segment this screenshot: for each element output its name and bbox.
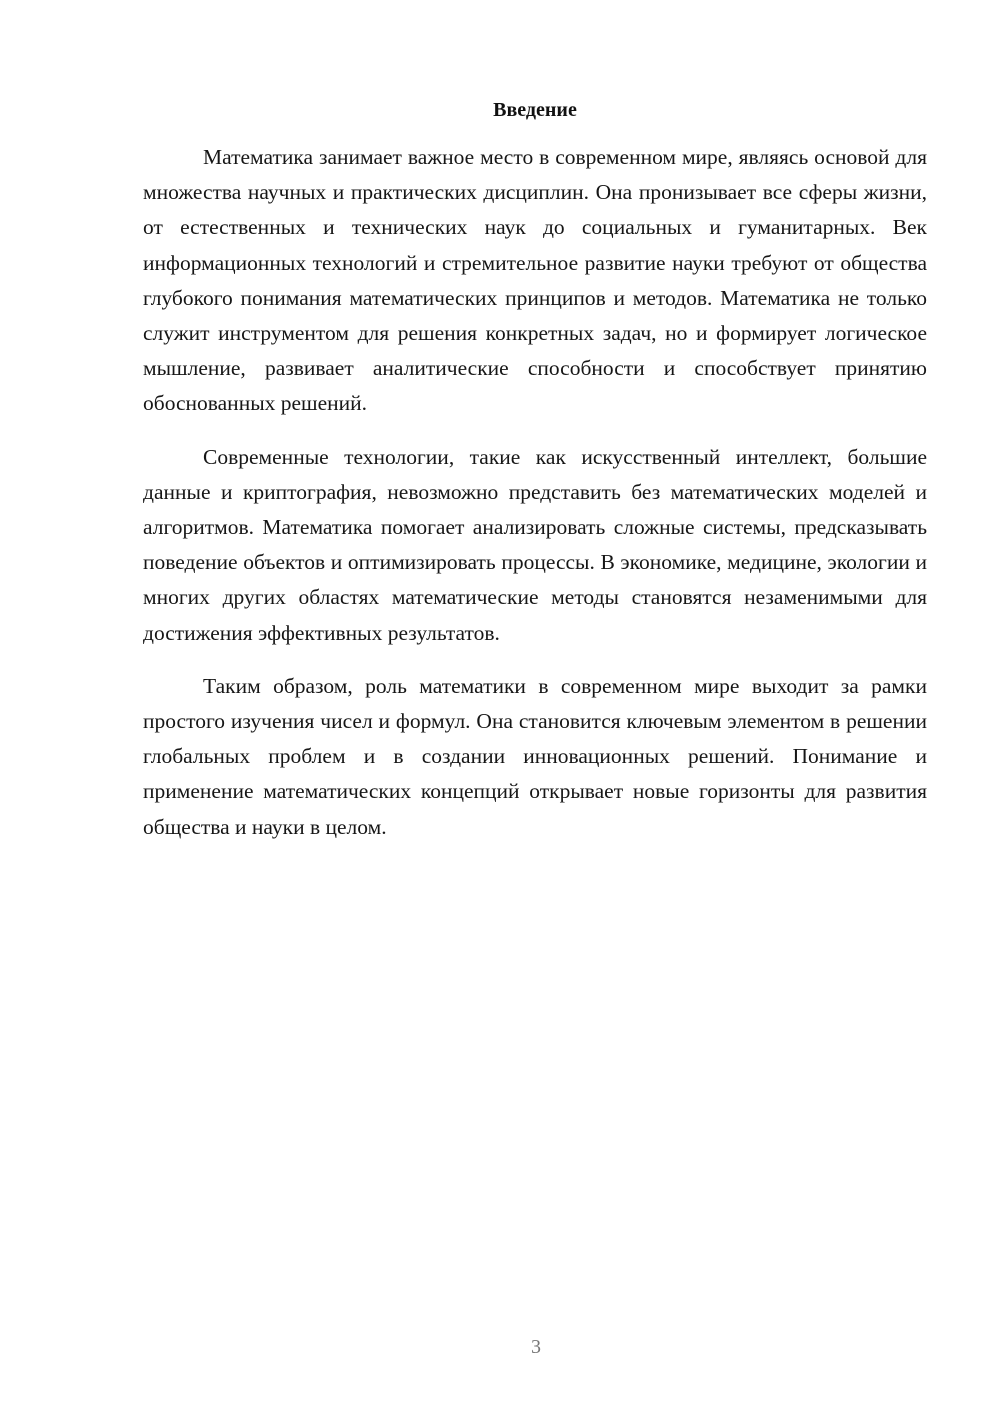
paragraph-3: Таким образом, роль математики в современном мире выходит за рамки простого изучения чисел и формул. Она становится ключевым элементом в решении глобальных проблем и в создании инновационных решений. Понимание и применение математических концепций открывает новые горизонты для развития общества и науки в целом. [143, 673, 927, 839]
document-body [143, 92, 927, 863]
page-number: 3 [531, 1336, 541, 1358]
section-heading: Введение [493, 99, 577, 121]
paragraph-2: Современные технологии, такие как искусственный интеллект, большие данные и криптография, невозможно представить без математических моделей и алгоритмов. Математика помогает анализировать сложные системы, предсказывать поведение объектов и оптимизировать процессы. В экономике, медицине, экологии и многих других областях математические методы становятся незаменимыми для достижения эффективных результатов. [143, 444, 927, 645]
paragraph-1: Математика занимает важное место в современном мире, являясь основой для множества научных и практических дисциплин. Она пронизывает все сферы жизни, от естественных и технических наук до социальных и гуманитарных. Век информационных технологий и стремительное развитие науки требуют от общества глубокого понимания математических принципов и методов. Математика не только служит инструментом для решения конкретных задач, но и формирует логическое мышление, развивает аналитические способности и способствует принятию обоснованных решений. [143, 145, 927, 416]
